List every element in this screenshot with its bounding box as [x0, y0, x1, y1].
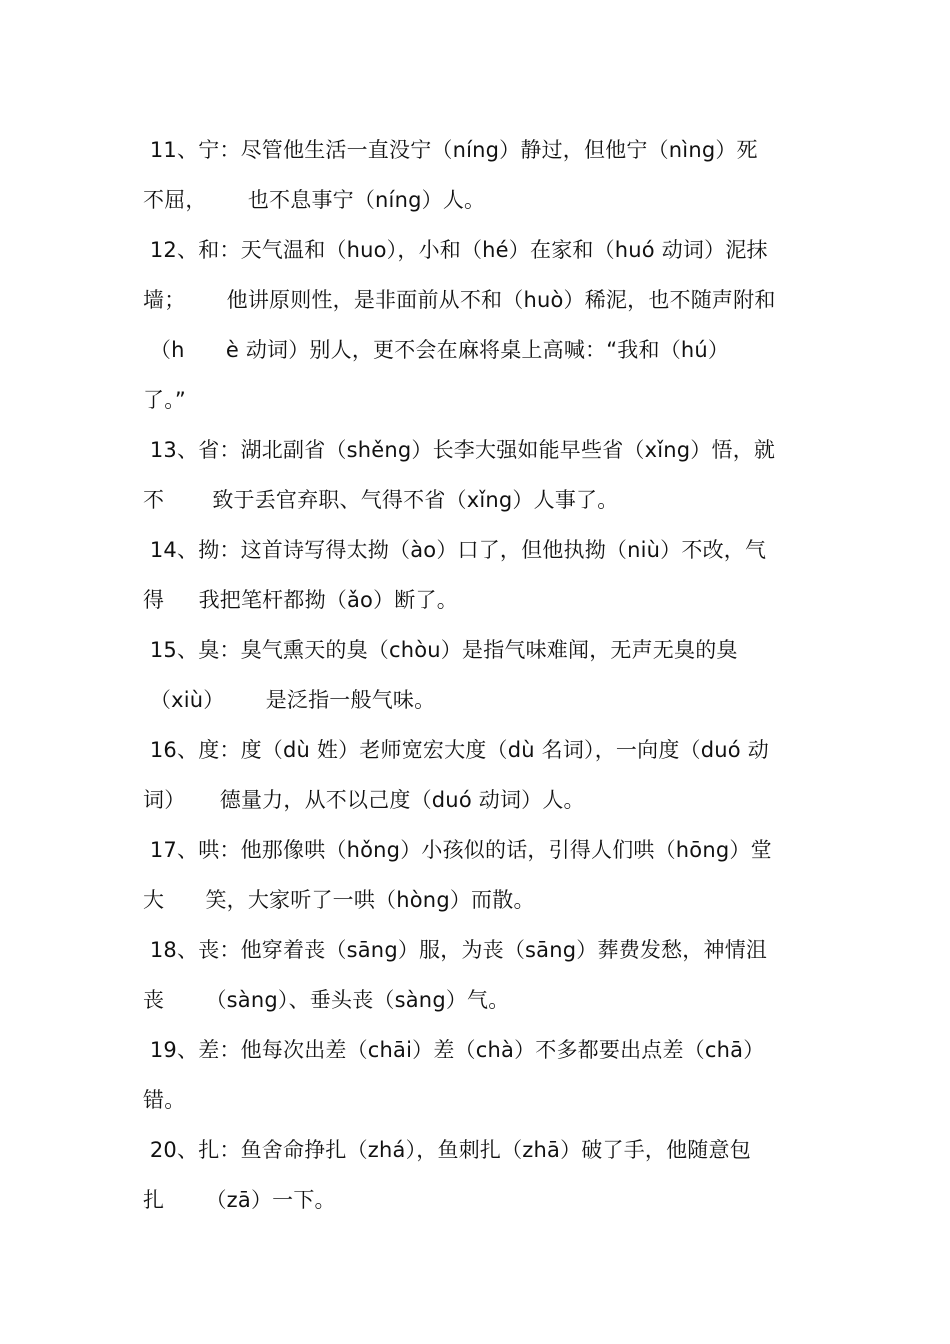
entry-12-line-2: 墙； 他讲原则性，是非面前从不和（huò）稀泥，也不随声附和: [143, 288, 776, 312]
entry-15-line-2: （xiù） 是泛指一般气味。: [143, 688, 436, 712]
entry-12-line-1: 12、和：天气温和（huo），小和（hé）在家和（huó 动词）泥抹: [143, 238, 768, 262]
entry-18-line-2: 丧 （sàng）、垂头丧（sàng）气。: [143, 988, 510, 1012]
entry-17-line-1: 17、哄：他那像哄（hǒng）小孩似的话，引得人们哄（hōng）堂: [143, 838, 772, 862]
entry-12-line-4: 了。”: [143, 388, 186, 412]
entry-16-line-1: 16、度：度（dù 姓）老师宽宏大度（dù 名词），一向度（duó 动: [143, 738, 769, 762]
entry-12-line-3: （h è 动词）别人，更不会在麻将桌上高喊：“我和（hú）: [143, 338, 730, 362]
entry-11-line-1: 11、宁：尽管他生活一直没宁（níng）静过，但他宁（nìng）死: [143, 138, 758, 162]
entry-11-line-2: 不屈， 也不息事宁（níng）人。: [143, 188, 486, 212]
entry-18-line-1: 18、丧：他穿着丧（sāng）服，为丧（sāng）葬费发愁，神情沮: [143, 938, 768, 962]
entry-20-line-1: 20、扎：鱼舍命挣扎（zhá），鱼刺扎（zhā）破了手，他随意包: [143, 1138, 751, 1162]
entry-16-line-2: 词） 德量力，从不以己度（duó 动词）人。: [143, 788, 585, 812]
entry-19-line-1: 19、差：他每次出差（chāi）差（chà）不多都要出点差（chā）: [143, 1038, 765, 1062]
entry-19-line-2: 错。: [143, 1088, 186, 1112]
entry-14-line-1: 14、拗：这首诗写得太拗（ào）口了，但他执拗（niù）不改，气: [143, 538, 767, 562]
entry-14-line-2: 得 我把笔杆都拗（ǎo）断了。: [143, 588, 458, 612]
entry-13-line-1: 13、省：湖北副省（shěng）长李大强如能早些省（xǐng）悟，就: [143, 438, 776, 462]
entry-13-line-2: 不 致于丢官弃职、气得不省（xǐng）人事了。: [143, 488, 619, 512]
entry-20-line-2: 扎 （zā）一下。: [143, 1188, 336, 1212]
entry-15-line-1: 15、臭：臭气熏天的臭（chòu）是指气味难闻，无声无臭的臭: [143, 638, 738, 662]
entry-17-line-2: 大 笑，大家听了一哄（hòng）而散。: [143, 888, 535, 912]
